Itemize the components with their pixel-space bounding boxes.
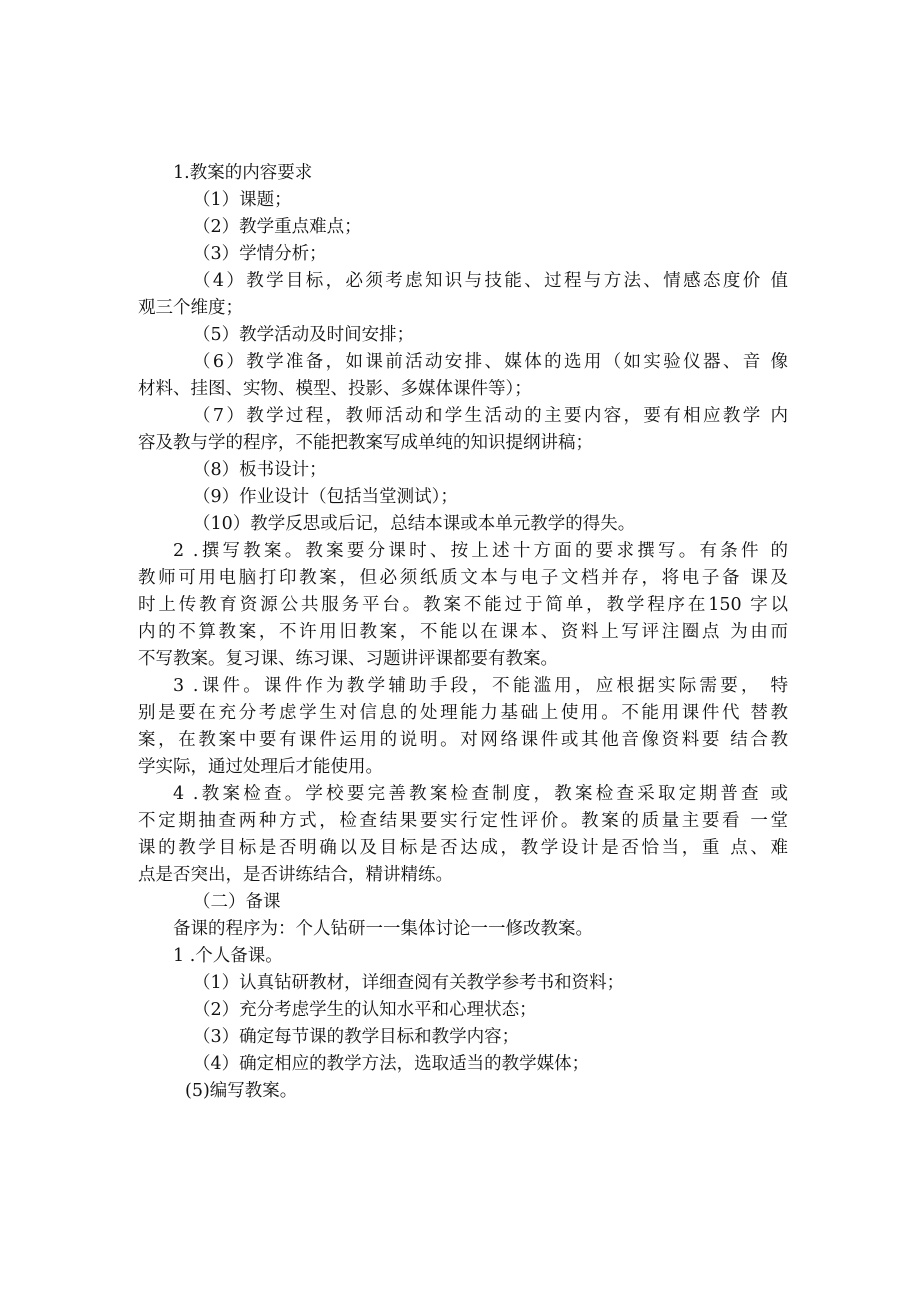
paragraph-line: 不定期抽查两种方式，检查结果要实行定性评价。教案的质量主要看 一堂 — [138, 811, 788, 831]
list-item-continuation: 容及教与学的程序，不能把教案写成单纯的知识提纲讲稿； — [138, 433, 593, 453]
list-item: （10）教学反思或后记，总结本课或本单元教学的得失。 — [193, 514, 636, 534]
section-heading-lesson-plan-requirements: 1.教案的内容要求 — [173, 163, 313, 183]
paragraph-line: 案，在教案中要有课件运用的说明。对网络课件或其他音像资料要 结合教 — [138, 730, 788, 750]
list-item: (5)编写教案。 — [185, 1081, 298, 1101]
list-item: （8）板书设计； — [193, 460, 327, 480]
list-item: （5）教学活动及时间安排； — [193, 325, 415, 345]
list-item: （2）充分考虑学生的认知水平和心理状态； — [193, 1000, 537, 1020]
list-item: （6）教学准备，如课前活动安排、媒体的选用（如实验仪器、音 像 — [193, 352, 788, 372]
list-item-continuation: 观三个维度； — [138, 298, 243, 318]
section-heading-lesson-prep: （二）备课 — [193, 892, 281, 912]
list-item-continuation: 材料、挂图、实物、模型、投影、多媒体课件等）； — [138, 379, 532, 399]
paragraph-line: 备课的程序为：个人钻研一一集体讨论一一修改教案。 — [173, 919, 593, 939]
subsection-heading-individual-prep: 1 .个人备课。 — [173, 946, 283, 966]
list-item: （3）学情分析； — [193, 244, 327, 264]
list-item: （3）确定每节课的教学目标和教学内容； — [193, 1027, 520, 1047]
paragraph-line: 4 .教案检查。学校要完善教案检查制度，教案检查采取定期普查 或 — [173, 784, 788, 804]
paragraph-line: 内的不算教案，不许用旧教案，不能以在课本、资料上写评注圈点 为由而 — [138, 622, 788, 642]
list-item: （7）教学过程，教师活动和学生活动的主要内容，要有相应教学 内 — [193, 406, 788, 426]
paragraph-line: 别是要在充分考虑学生对信息的处理能力基础上使用。不能用课件代 替教 — [138, 703, 788, 723]
paragraph-line: 点是否突出，是否讲练结合，精讲精练。 — [138, 865, 453, 885]
list-item: （1）课题； — [193, 190, 292, 210]
paragraph-line: 不写教案。复习课、练习课、习题讲评课都要有教案。 — [138, 649, 558, 669]
paragraph-line: 教师可用电脑打印教案，但必须纸质文本与电子文档并存，将电子备 课及 — [138, 568, 788, 588]
paragraph-line: 学实际，通过处理后才能使用。 — [138, 757, 383, 777]
paragraph-line: 课的教学目标是否明确以及目标是否达成，教学设计是否恰当，重 点、难 — [138, 838, 788, 858]
paragraph-line: 3 .课件。课件作为教学辅助手段，不能滥用，应根据实际需要， 特 — [173, 676, 788, 696]
list-item: （2）教学重点难点； — [193, 217, 362, 237]
list-item: （9）作业设计（包括当堂测试）； — [193, 487, 458, 507]
list-item: （4）教学目标，必须考虑知识与技能、过程与方法、情感态度价 值 — [193, 271, 788, 291]
paragraph-line: 2 .撰写教案。教案要分课时、按上述十方面的要求撰写。有条件 的 — [173, 541, 788, 561]
paragraph-line: 时上传教育资源公共服务平台。教案不能过于简单，教学程序在150 字以 — [138, 595, 788, 615]
list-item: （1）认真钻研教材，详细查阅有关教学参考书和资料； — [193, 973, 625, 993]
list-item: （4）确定相应的教学方法，选取适当的教学媒体； — [193, 1054, 590, 1074]
